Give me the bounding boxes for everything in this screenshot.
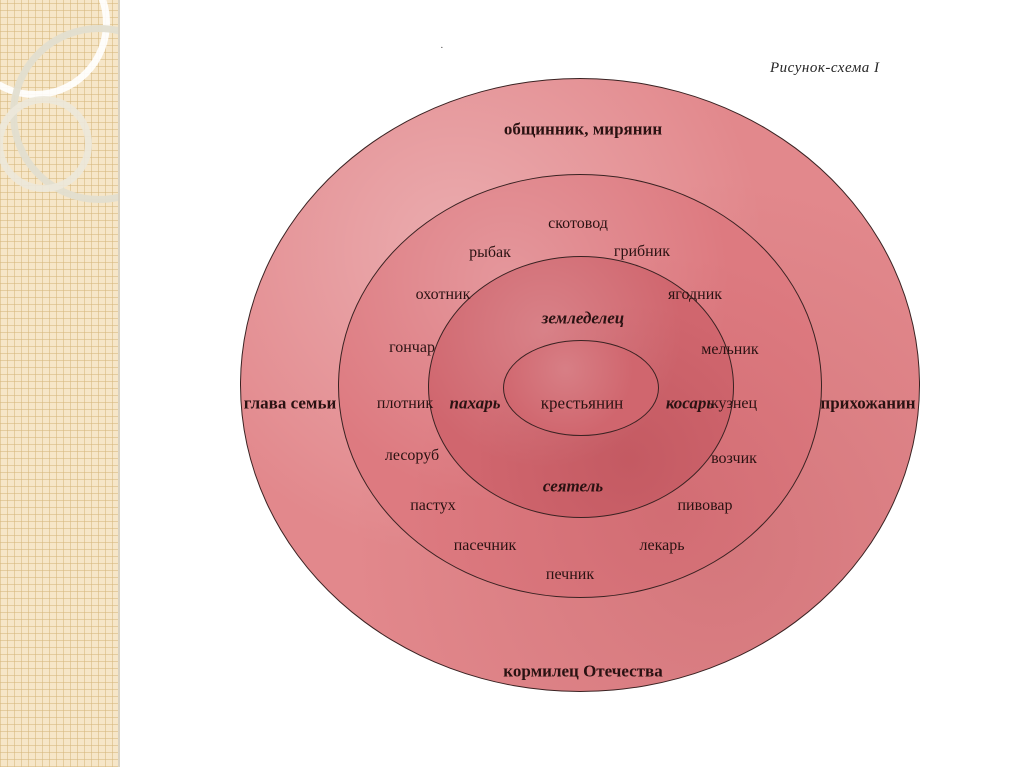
band-divider [118, 0, 120, 767]
middle-ring-label: гончар [389, 339, 435, 357]
middle-ring-label: печник [545, 566, 595, 584]
middle-ring-label: грибник [613, 243, 671, 261]
outer-ring-label: глава семьи [243, 393, 337, 413]
middle-ring-label: лесоруб [384, 447, 440, 465]
decorative-ring-icon [0, 96, 92, 192]
stray-mark: · [440, 42, 444, 54]
inner-ring-label: сеятель [542, 476, 604, 496]
inner-ring-label: пахарь [449, 393, 501, 413]
middle-ring-label: скотовод [548, 215, 608, 233]
middle-ring-label: мельник [701, 341, 759, 359]
concentric-circle-diagram [240, 78, 920, 692]
core-circle [503, 340, 659, 436]
figure-caption: Рисунок-схема I [770, 60, 880, 76]
outer-ring-label: кормилец Отечества [503, 661, 663, 681]
middle-ring-label: лекарь [639, 537, 685, 555]
middle-ring-label: рыбак [469, 244, 511, 262]
outer-ring-label: общинник, мирянин [503, 119, 663, 139]
middle-ring-label: кузнец [710, 395, 758, 413]
core-label: крестьянин [540, 393, 624, 413]
outer-ring-label: прихожанин [820, 393, 916, 413]
inner-ring-label: земледелец [541, 308, 625, 328]
middle-ring-label: пивовар [677, 497, 733, 515]
inner-ring-label: косарь [665, 393, 715, 413]
slide-decoration-band [0, 0, 118, 767]
middle-ring-label: охотник [415, 286, 471, 304]
middle-ring-label: плотник [376, 395, 434, 413]
middle-ring-label: пасечник [453, 537, 517, 555]
middle-ring-label: возчик [711, 450, 757, 468]
middle-ring-label: ягодник [667, 286, 723, 304]
middle-ring-label: пастух [410, 497, 456, 515]
